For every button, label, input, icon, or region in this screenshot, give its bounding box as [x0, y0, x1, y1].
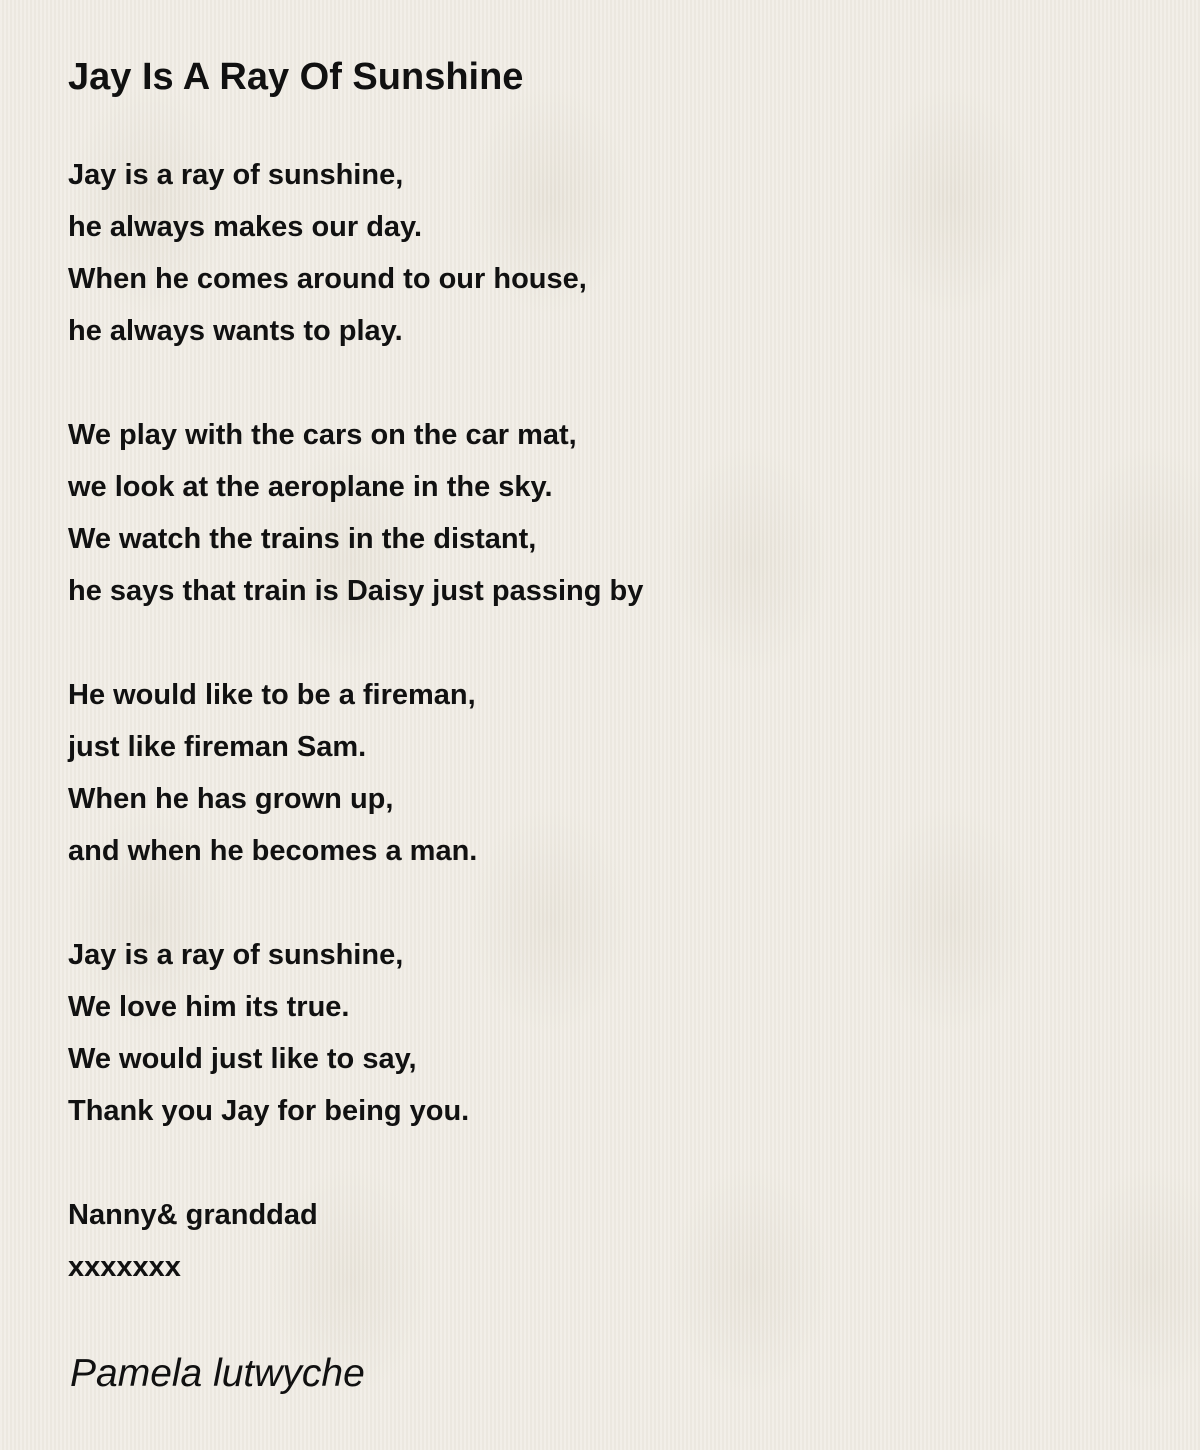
stanza-spacer — [68, 617, 643, 669]
poem-line: We love him its true. — [68, 991, 350, 1023]
poem-line: Thank you Jay for being you. — [68, 1095, 470, 1127]
stanza-spacer — [68, 1137, 643, 1189]
poem-line: When he comes around to our house, — [68, 263, 587, 295]
poem-line: Jay is a ray of sunshine, — [68, 939, 404, 971]
poem-line: We would just like to say, — [68, 1043, 417, 1075]
poem-line: and when he becomes a man. — [68, 835, 478, 867]
stanza — [68, 929, 643, 1137]
poem-line: just like fireman Sam. — [68, 731, 367, 763]
poem-line: he always wants to play. — [68, 315, 403, 347]
stanza-spacer — [68, 877, 643, 929]
signature-block — [68, 1189, 643, 1293]
poem-line: He would like to be a fireman, — [68, 679, 476, 711]
poem-title: Jay Is A Ray Of Sunshine — [68, 56, 524, 98]
poem-line: Jay is a ray of sunshine, — [68, 159, 404, 191]
poem-line: he says that train is Daisy just passing by — [68, 575, 644, 607]
poem-line: We play with the cars on the car mat, — [68, 419, 577, 451]
poem-line: When he has grown up, — [68, 783, 394, 815]
stanza-spacer — [68, 357, 643, 409]
stanza — [68, 409, 643, 617]
poem-body — [68, 149, 643, 1293]
poem-line: We watch the trains in the distant, — [68, 523, 537, 555]
poem-line: we look at the aeroplane in the sky. — [68, 471, 553, 503]
stanza — [68, 669, 643, 877]
poem-line: he always makes our day. — [68, 211, 423, 243]
signature-line: Nanny& granddad — [68, 1199, 318, 1231]
stanza — [68, 149, 643, 357]
kisses-line: xxxxxxx — [68, 1251, 181, 1283]
author-name: Pamela lutwyche — [70, 1352, 365, 1395]
